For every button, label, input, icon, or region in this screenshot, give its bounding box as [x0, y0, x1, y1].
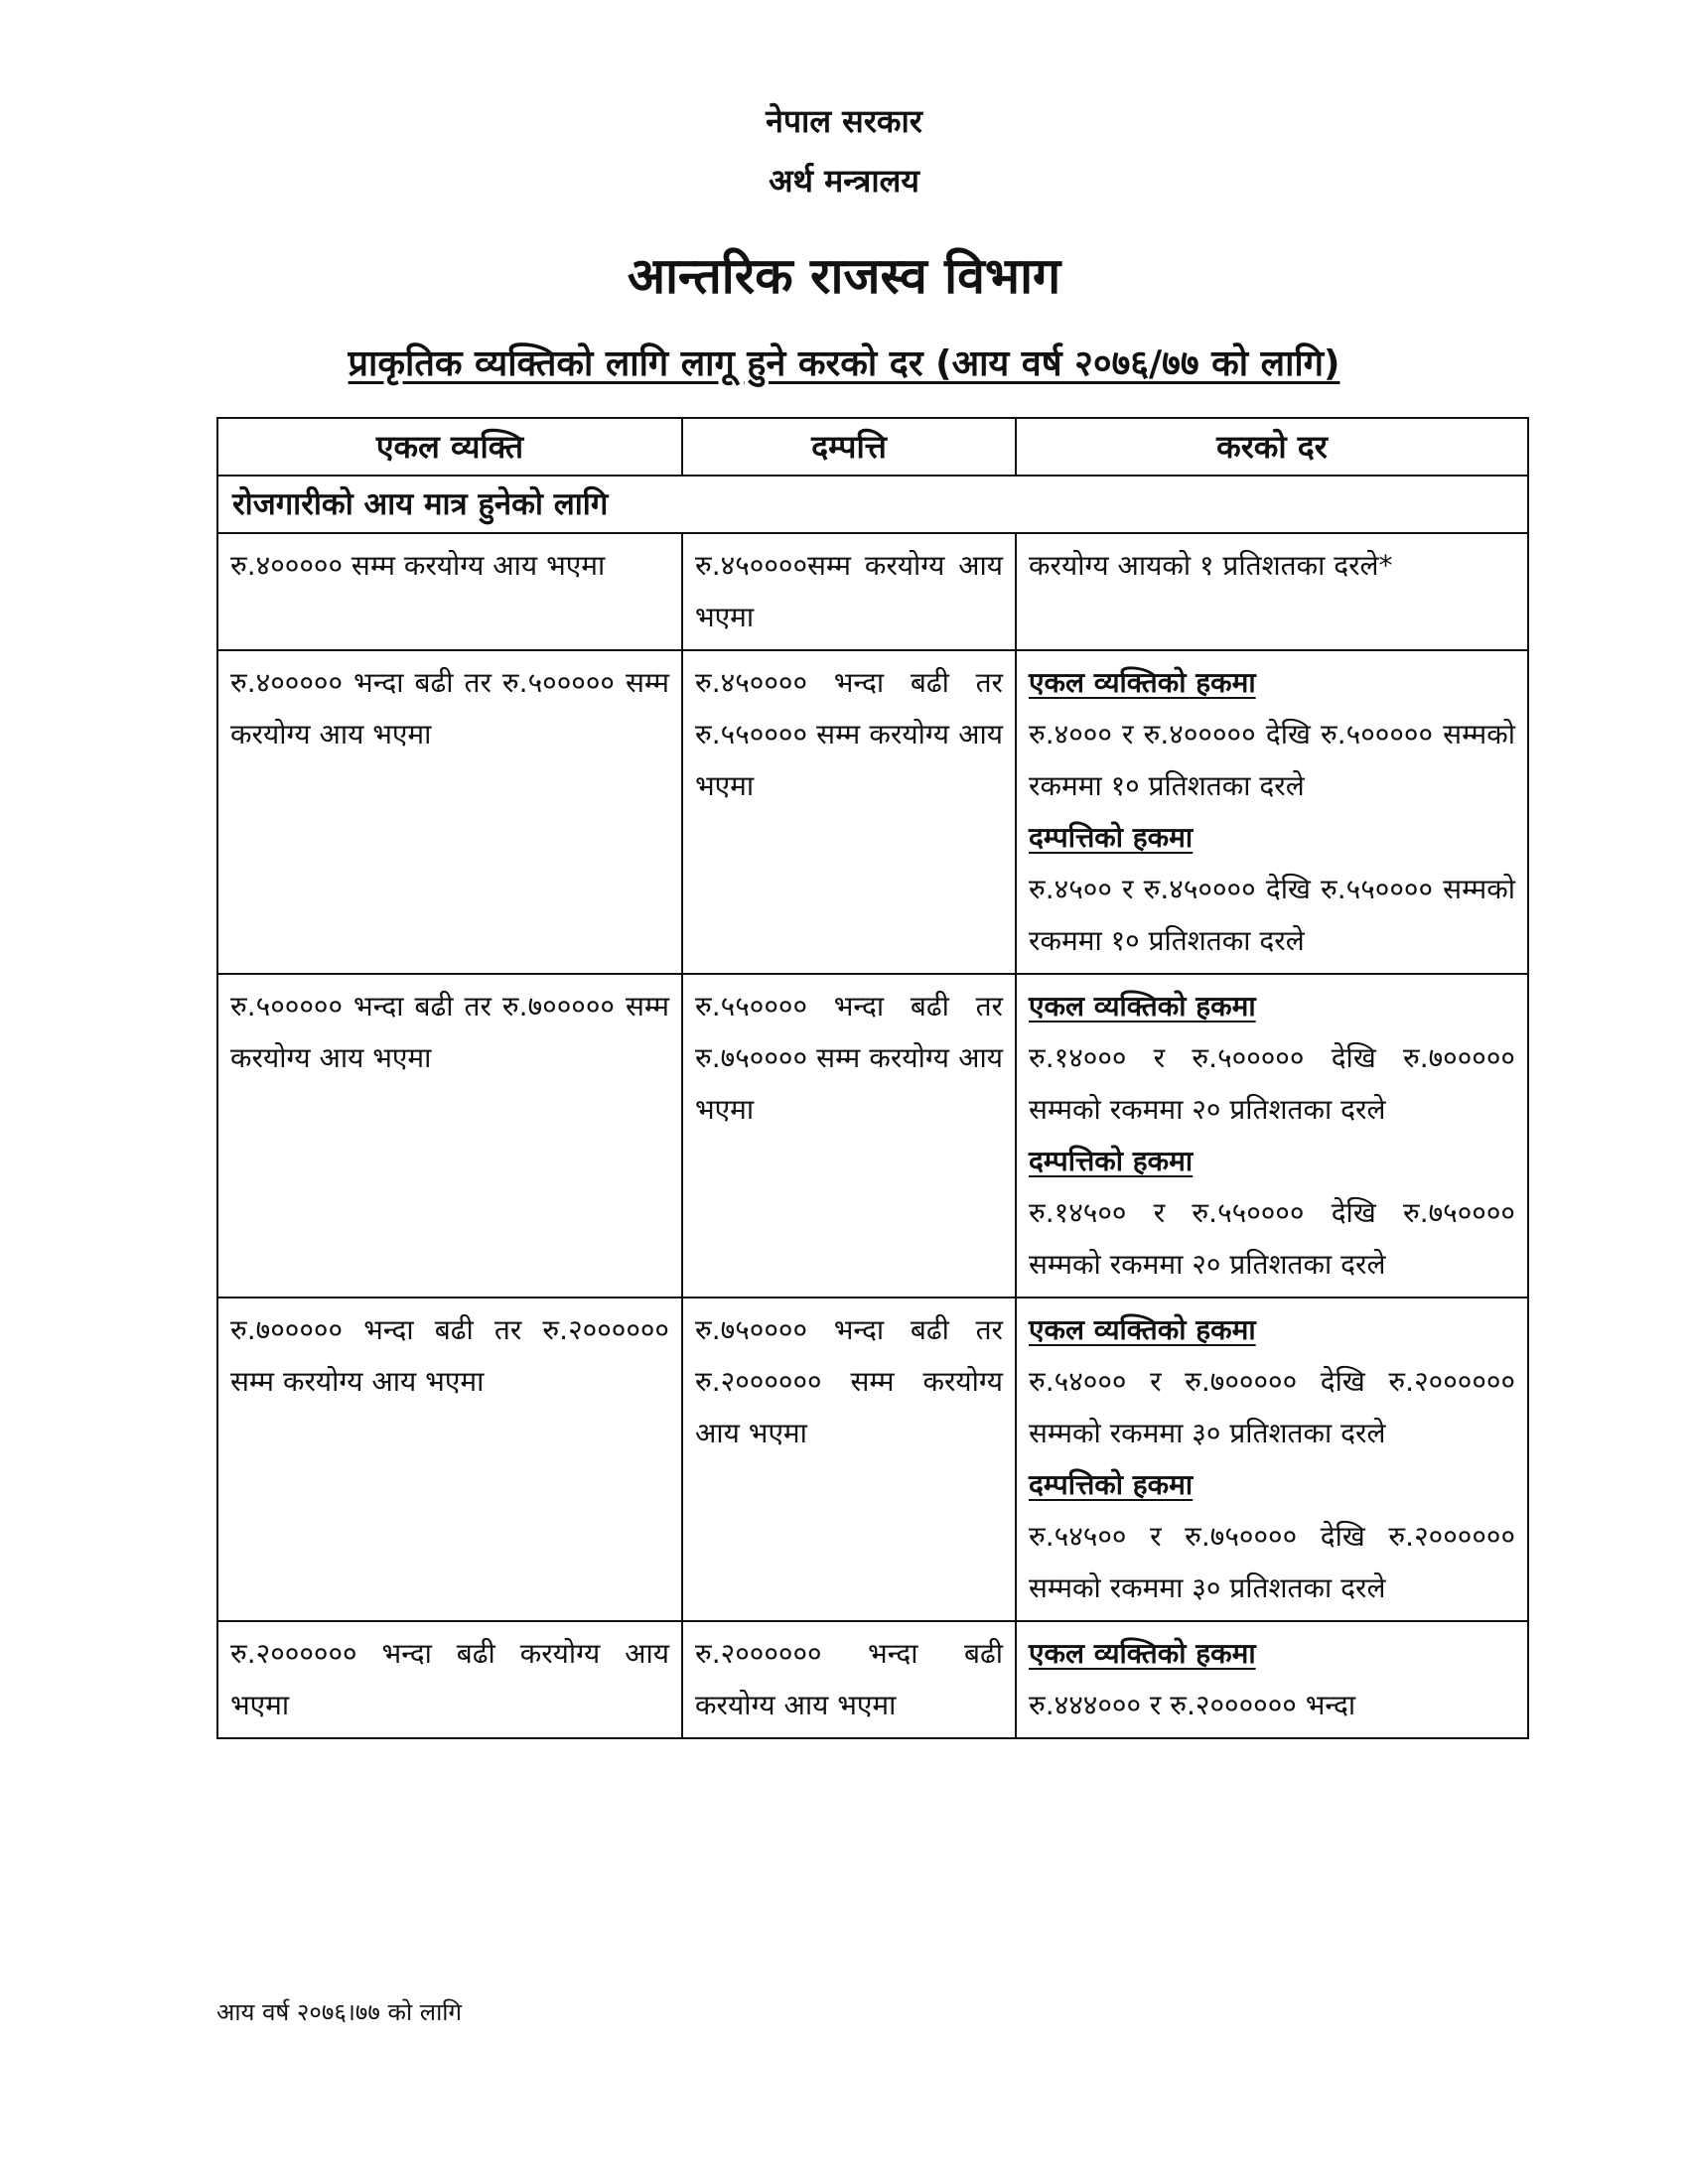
couple-rate-label: दम्पत्तिको हकमा	[1029, 1145, 1194, 1177]
couple-rate-label: दम्पत्तिको हकमा	[1029, 821, 1194, 854]
couple-slab: रु.४५०००० भन्दा बढी तर रु.५५०००० सम्म करयोग्य आय भएमा	[682, 650, 1016, 974]
table-row	[217, 1621, 1528, 1738]
individual-rate-text: रु.५४००० र रु.७००००० देखि रु.२०००००० सम्मको रकममा ३० प्रतिशतका दरले	[1029, 1365, 1515, 1449]
individual-rate-text: रु.१४००० र रु.५००००० देखि रु.७००००० सम्मको रकममा २० प्रतिशतका दरले	[1029, 1041, 1515, 1126]
individual-rate-label: एकल व्यक्तिको हकमा	[1029, 1637, 1256, 1670]
rate-cell	[1016, 1621, 1528, 1738]
section-row	[217, 476, 1528, 533]
table-row	[217, 974, 1528, 1297]
rate-text: करयोग्य आयको १ प्रतिशतका दरले*	[1029, 549, 1393, 582]
individual-rate-label: एकल व्यक्तिको हकमा	[1029, 990, 1256, 1023]
rate-cell	[1016, 974, 1528, 1297]
individual-slab: रु.४००००० भन्दा बढी तर रु.५००००० सम्म करयोग्य आय भएमा	[217, 650, 682, 974]
table-row	[217, 1297, 1528, 1621]
couple-rate-text: रु.४५०० र रु.४५०००० देखि रु.५५०००० सम्मको रकममा १० प्रतिशतका दरले	[1029, 873, 1515, 957]
couple-slab: रु.२०००००० भन्दा बढी करयोग्य आय भएमा	[682, 1621, 1016, 1738]
couple-slab: रु.४५००००सम्म करयोग्य आय भएमा	[682, 533, 1016, 650]
column-header-individual: एकल व्यक्ति	[217, 418, 682, 476]
document-subtitle: प्राकृतिक व्यक्तिको लागि लागू हुने करको दर (आय वर्ष २०७६/७७ को लागि)	[348, 343, 1340, 384]
individual-slab: रु.२०००००० भन्दा बढी करयोग्य आय भएमा	[217, 1621, 682, 1738]
individual-rate-label: एकल व्यक्तिको हकमा	[1029, 666, 1256, 699]
table-row	[217, 533, 1528, 650]
individual-slab: रु.४००००० सम्म करयोग्य आय भएमा	[217, 533, 682, 650]
table-header-row	[217, 418, 1528, 476]
rate-cell	[1016, 650, 1528, 974]
table-row	[217, 650, 1528, 974]
couple-slab: रु.५५०००० भन्दा बढी तर रु.७५०००० सम्म करयोग्य आय भएमा	[682, 974, 1016, 1297]
individual-slab: रु.७००००० भन्दा बढी तर रु.२०००००० सम्म करयोग्य आय भएमा	[217, 1297, 682, 1621]
individual-slab: रु.५००००० भन्दा बढी तर रु.७००००० सम्म करयोग्य आय भएमा	[217, 974, 682, 1297]
rate-cell	[1016, 533, 1528, 650]
individual-rate-text: रु.४००० र रु.४००००० देखि रु.५००००० सम्मको रकममा १० प्रतिशतका दरले	[1029, 718, 1515, 802]
individual-rate-text: रु.४४४००० र रु.२०००००० भन्दा	[1029, 1689, 1356, 1721]
page-footer: आय वर्ष २०७६।७७ को लागि	[216, 1998, 463, 2026]
column-header-rate: करको दर	[1016, 418, 1528, 476]
couple-rate-label: दम्पत्तिको हकमा	[1029, 1468, 1194, 1501]
department-title: आन्तरिक राजस्व विभाग	[627, 247, 1061, 305]
tax-rate-table	[216, 417, 1529, 1739]
couple-rate-text: रु.५४५०० र रु.७५०००० देखि रु.२०००००० सम्मको रकममा ३० प्रतिशतका दरले	[1029, 1520, 1515, 1604]
couple-slab: रु.७५०००० भन्दा बढी तर रु.२०००००० सम्म करयोग्य आय भएमा	[682, 1297, 1016, 1621]
government-name: नेपाल सरकार	[766, 102, 922, 140]
ministry-name: अर्थ मन्त्रालय	[769, 162, 919, 200]
column-header-couple: दम्पत्ति	[682, 418, 1016, 476]
section-title: रोजगारीको आय मात्र हुनेको लागि	[217, 476, 1528, 533]
couple-rate-text: रु.१४५०० र रु.५५०००० देखि रु.७५०००० सम्मको रकममा २० प्रतिशतका दरले	[1029, 1196, 1515, 1281]
individual-rate-label: एकल व्यक्तिको हकमा	[1029, 1313, 1256, 1346]
rate-cell	[1016, 1297, 1528, 1621]
